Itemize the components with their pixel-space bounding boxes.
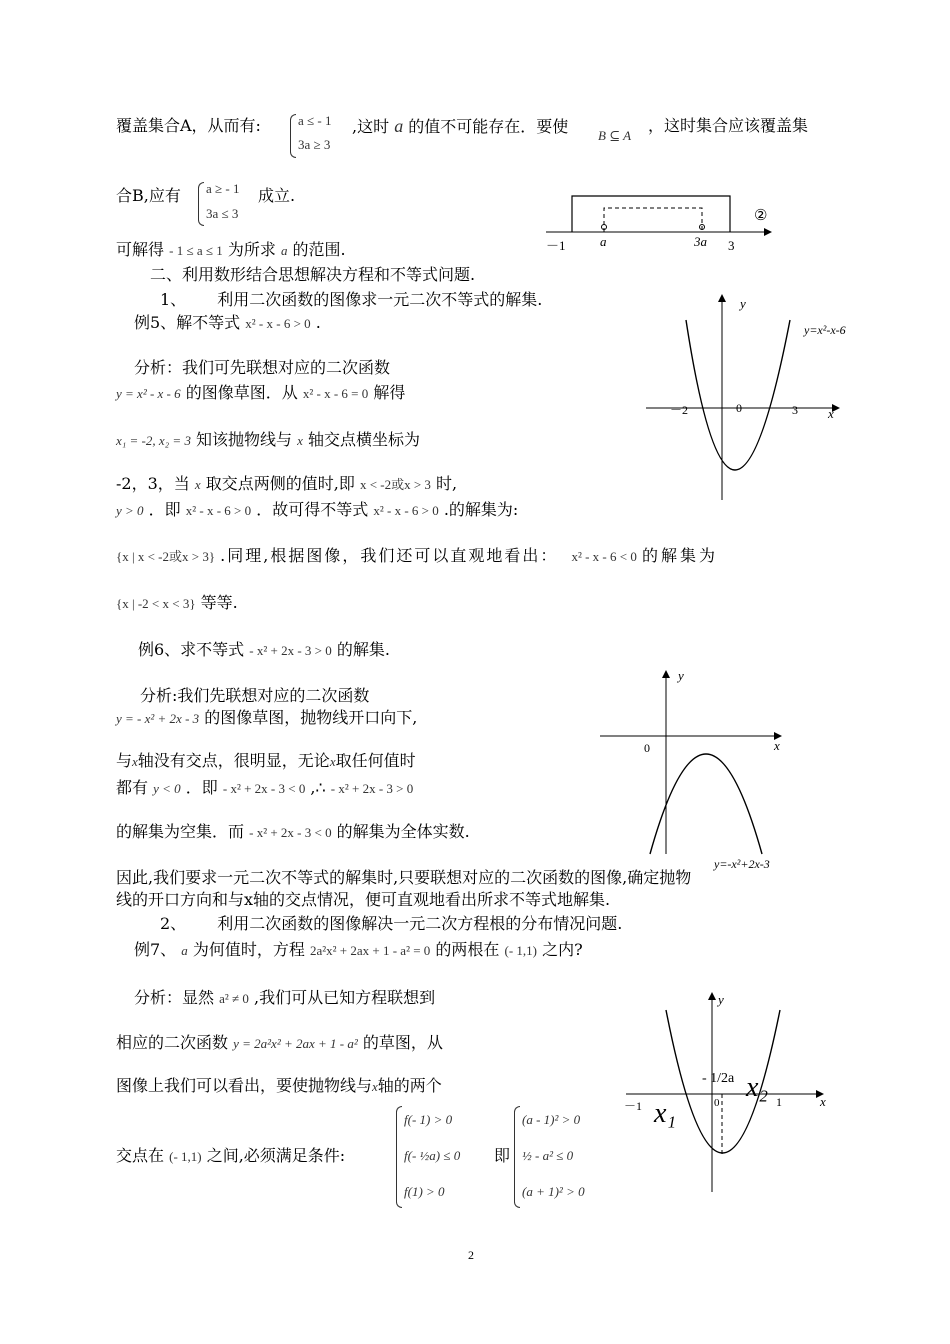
label-3a: 3a [694, 234, 707, 249]
item-1-heading [160, 290, 542, 310]
ana6-l5 [116, 822, 470, 843]
para-line-2: 合B,应有 [116, 186, 181, 205]
math: a² ≠ 0 [219, 991, 249, 1006]
ana7-l4 [116, 1146, 345, 1167]
math-subset: B ⊆ A [598, 128, 632, 143]
text: 为何值时，方程 [192, 940, 305, 959]
text: .同理,根据图像，我们还可以直观地看出： [220, 546, 559, 565]
conditions-brace [396, 1106, 402, 1208]
para-line-3 [116, 240, 346, 261]
label-y: y [718, 992, 724, 1007]
math-set: {x | -2 < x < 3} [116, 596, 196, 611]
text: 等等. [200, 593, 238, 612]
text: 交点在 [116, 1146, 165, 1165]
text: 的解集为 [641, 546, 718, 565]
text: 时, [436, 474, 458, 493]
math-inequality: - x² + 2x - 3 > 0 [249, 643, 332, 658]
label-vertex-x: - 1/2a [702, 1071, 735, 1086]
label-x: x [820, 1094, 826, 1109]
ana5-l5 [116, 500, 518, 521]
text: ,我们可从已知方程联想到 [254, 988, 436, 1007]
system-row-2: 3a ≥ 3 [298, 137, 331, 152]
figure-parabola-3 [620, 986, 850, 1198]
label-origin: 0 [714, 1097, 720, 1109]
math: y = x² - x - 6 [116, 386, 181, 401]
page-number: 2 [468, 1248, 474, 1262]
condition-3: f(1) > 0 [404, 1184, 445, 1199]
conclusion-l2: 线的开口方向和与x轴的交点情况，便可直观地看出所求不等式地解集. [116, 890, 611, 909]
ana7-l2 [116, 1033, 443, 1054]
ana6-l2 [116, 708, 417, 729]
math: x² - x - 6 > 0 [373, 503, 439, 518]
text: 的值不可能存在．要使 [408, 117, 569, 136]
interval-B-box [604, 208, 702, 232]
label-3: 3 [792, 403, 798, 417]
math: - x² + 2x - 3 < 0 [249, 825, 332, 840]
math-var: a [181, 943, 188, 958]
text: 的解集. [336, 640, 390, 659]
text: 之间,必须满足条件: [206, 1146, 346, 1165]
text: 1、 [160, 290, 187, 309]
text: 轴没有交点，很明显，无论 [137, 751, 330, 770]
ana5-l4 [116, 474, 457, 495]
text: 都有 [116, 778, 149, 797]
parabola-curve [686, 320, 790, 470]
text: 2、 [160, 914, 187, 933]
label-y: y [740, 296, 746, 311]
ana5-l1: 分析：我们可先联想对应的二次函数 [134, 358, 391, 377]
figure-parabola-2 [596, 664, 826, 876]
text: 例5、解不等式 [134, 313, 241, 332]
label-minus-1: －1 [624, 1099, 643, 1113]
example-7 [134, 940, 583, 961]
text: 可解得 [116, 240, 165, 259]
label-1: 1 [776, 1095, 782, 1109]
text: 的草图，从 [362, 1033, 443, 1052]
text: 的图像草图．从 [185, 383, 298, 402]
ana5-l6 [116, 546, 718, 567]
arrow-icon [764, 228, 772, 236]
math: x² - x - 6 > 0 [185, 503, 252, 518]
math-set: {x | x < -2或x > 3} [116, 549, 216, 564]
label-a: a [600, 234, 607, 249]
text: 解得 [373, 383, 406, 402]
text: 图像上我们可以看出，要使抛物线与 [116, 1076, 373, 1095]
ana6-l3 [116, 751, 416, 772]
text: 的两根在 [435, 940, 500, 959]
text: 覆盖集合A，从而有: [116, 116, 261, 135]
arrow-icon [718, 294, 726, 302]
text: ,这时 [352, 117, 390, 136]
math: y = - x² + 2x - 3 [116, 711, 200, 726]
math: y < 0 [153, 781, 181, 796]
math-var: x [329, 754, 336, 769]
math-var: x [132, 754, 138, 769]
connector-ji: 即 [494, 1146, 511, 1165]
math-interval: (- 1,1) [504, 943, 538, 958]
label-x: x [828, 406, 834, 421]
interval-figure [540, 188, 780, 258]
text: .的解集为: [443, 500, 519, 519]
para-line-1b [352, 116, 568, 137]
ana7-l3 [116, 1076, 442, 1097]
text: 例7、 [134, 940, 177, 959]
text: ．即 [185, 778, 218, 797]
text: 取交点两侧的值时,即 [205, 474, 355, 493]
text: 轴的两个 [377, 1076, 442, 1095]
ana7-l1 [134, 988, 435, 1009]
condition-2: f(- ½a) ≤ 0 [404, 1148, 461, 1163]
para-line-1c: ，这时集合应该覆盖集 [648, 116, 809, 135]
math: - x² + 2x - 3 < 0 [222, 781, 306, 796]
label-x1: x₁ [654, 1098, 677, 1129]
label-origin: 0 [736, 401, 742, 415]
text: 为所求 [227, 240, 276, 259]
math-equation: 2a²x² + 2ax + 1 - a² = 0 [309, 943, 431, 958]
example-6 [138, 640, 390, 661]
condition-1: f(- 1) > 0 [404, 1112, 453, 1127]
label-minus-1: －1 [546, 238, 566, 253]
system-row-1: a ≤ - 1 [298, 113, 332, 128]
example-5 [134, 313, 321, 334]
system-brace [198, 182, 204, 226]
text: . [315, 313, 321, 332]
text: 例6、求不等式 [138, 640, 245, 659]
label-minus-2: －2 [670, 403, 689, 417]
text: ,∴ [310, 778, 326, 797]
text: 利用二次函数的图像解决一元二次方程根的分布情况问题. [217, 914, 623, 933]
text: 的范围. [292, 240, 346, 259]
math: x < -2或x > 3 [359, 477, 431, 492]
label-x: x [774, 738, 780, 753]
math: y > 0 [116, 503, 144, 518]
condition-1b: (a - 1)² > 0 [522, 1112, 581, 1127]
text: 知该抛物线与 [196, 430, 293, 449]
system-row-1: a ≥ - 1 [206, 181, 240, 196]
math: y = 2a²x² + 2ax + 1 - a² [233, 1036, 358, 1051]
label-y: y [678, 668, 684, 683]
math: x₁ = -2, x₂ = 3 [116, 433, 191, 448]
para-line-1 [116, 116, 261, 136]
condition-3b: (a + 1)² > 0 [522, 1184, 585, 1199]
math-interval: (- 1,1) [169, 1149, 202, 1164]
label-circle-2: ② [754, 208, 768, 224]
label-3: 3 [728, 238, 735, 253]
text: ．即 [148, 500, 181, 519]
text: 相应的二次函数 [116, 1033, 229, 1052]
ana5-l3 [116, 430, 420, 451]
math-range: - 1 ≤ a ≤ 1 [169, 243, 223, 258]
arrow-icon [708, 992, 716, 1000]
text: 轴交点横坐标为 [308, 430, 421, 449]
math-var: x [297, 433, 303, 448]
label-origin: 0 [644, 741, 650, 755]
parabola-curve [650, 754, 762, 854]
text: ．故可得不等式 [256, 500, 369, 519]
arrow-icon [662, 670, 670, 678]
math-var: x [372, 1079, 378, 1094]
ana6-l4 [116, 778, 413, 799]
system-row-2: 3a ≤ 3 [206, 206, 239, 221]
math-var: a [394, 116, 404, 136]
para-line-2b: 成立. [258, 186, 296, 205]
text: 的解集为全体实数. [336, 822, 470, 841]
ana5-l2 [116, 383, 405, 404]
interval-A-box [572, 196, 730, 232]
label-x2: x₂ [746, 1072, 769, 1103]
system-brace [290, 114, 296, 158]
figure-parabola-1 [640, 290, 880, 505]
math: x² - x - 6 < 0 [571, 549, 637, 564]
curve-label: y=-x²+2x-3 [714, 857, 770, 871]
ana5-l7 [116, 593, 238, 614]
math: - x² + 2x - 3 > 0 [330, 781, 414, 796]
text: 与 [116, 751, 133, 770]
math-inequality: x² - x - 6 > 0 [245, 316, 311, 331]
math: x² - x - 6 = 0 [302, 386, 369, 401]
math-var: x [194, 477, 201, 492]
text: 利用二次函数的图像求一元二次不等式的解集. [217, 290, 543, 309]
text: 的图像草图，抛物线开口向下, [204, 708, 418, 727]
section-heading-2: 二、利用数形结合思想解决方程和不等式问题. [150, 265, 476, 284]
conclusion-l1: 因此,我们要求一元二次不等式的解集时,只要联想对应的二次函数的图像,确定抛物 [116, 868, 692, 887]
text: 取任何值时 [335, 751, 416, 770]
text: 的解集为空集．而 [116, 822, 245, 841]
item-2-heading [160, 914, 622, 934]
curve-label: y=x²-x-6 [804, 323, 846, 337]
text: 分析：显然 [134, 988, 215, 1007]
math-var: a [280, 243, 288, 258]
conditions-brace-2 [514, 1106, 520, 1208]
ana6-l1: 分析:我们先联想对应的二次函数 [140, 686, 370, 705]
text: -2，3，当 [116, 474, 190, 493]
condition-2b: ½ - a² ≤ 0 [522, 1148, 574, 1163]
text: 之内? [542, 940, 583, 959]
